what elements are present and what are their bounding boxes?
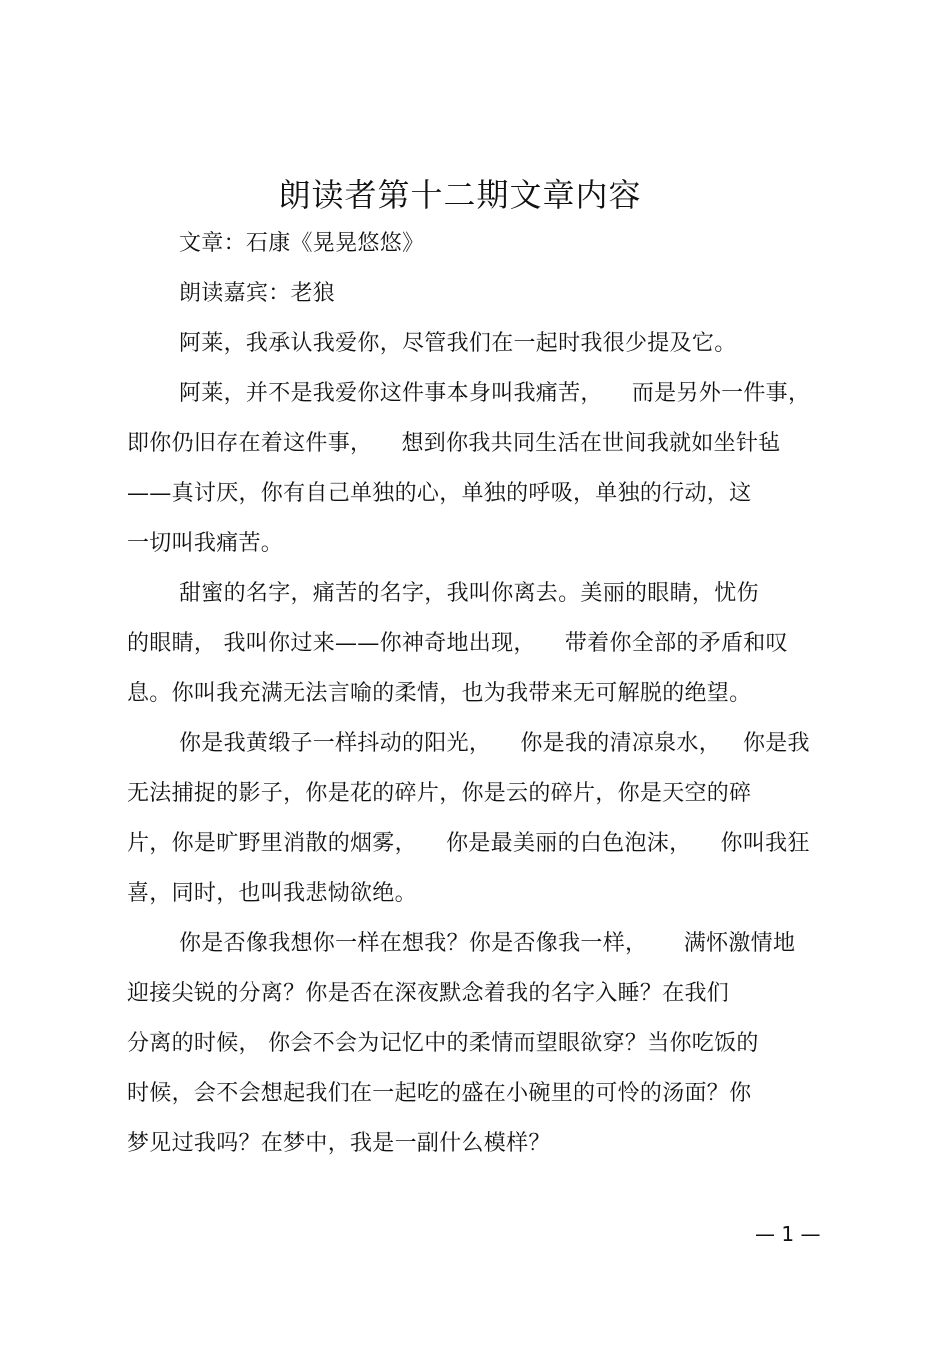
text-line: 甜蜜的名字，痛苦的名字，我叫你离去。美丽的眼睛，忧伤 <box>179 581 759 606</box>
text-line: 的眼睛， 我叫你过来——你神奇地出现， 带着你全部的矛盾和叹 <box>127 631 788 656</box>
text-line: 阿莱，并不是我爱你这件事本身叫我痛苦， 而是另外一件事， <box>179 381 811 406</box>
text-line: ——真讨厌，你有自己单独的心，单独的呼吸，单独的行动，这 <box>127 481 752 506</box>
document-title: 朗读者第十二期文章内容 <box>278 176 642 214</box>
text-line: 无法捕捉的影子，你是花的碎片，你是云的碎片，你是天空的碎 <box>127 781 752 806</box>
text-line: 阿莱，我承认我爱你，尽管我们在一起时我很少提及它。 <box>179 331 737 356</box>
text-line: 时候，会不会想起我们在一起吃的盛在小碗里的可怜的汤面？你 <box>127 1081 752 1106</box>
text-line: 迎接尖锐的分离？你是否在深夜默念着我的名字入睡？在我们 <box>127 981 730 1006</box>
text-line: 朗读嘉宾：老狼 <box>179 281 336 306</box>
text-line: 息。你叫我充满无法言喻的柔情，也为我带来无可解脱的绝望。 <box>127 681 752 706</box>
text-line: 文章：石康《晃晃悠悠》 <box>179 231 425 256</box>
page-number: — 1 — <box>755 1222 821 1246</box>
text-line: 你是否像我想你一样在想我？你是否像我一样， 满怀激情地 <box>179 931 796 956</box>
text-line: 梦见过我吗？在梦中，我是一副什么模样？ <box>127 1131 551 1156</box>
text-line: 你是我黄缎子一样抖动的阳光， 你是我的清凉泉水， 你是我 <box>179 731 810 756</box>
text-line: 一切叫我痛苦。 <box>127 531 284 556</box>
text-line: 分离的时候， 你会不会为记忆中的柔情而望眼欲穿？当你吃饭的 <box>127 1031 759 1056</box>
text-line: 即你仍旧存在着这件事， 想到你我共同生活在世间我就如坐针毡 <box>127 431 781 456</box>
text-line: 喜，同时，也叫我悲恸欲绝。 <box>127 881 417 906</box>
text-line: 片，你是旷野里消散的烟雾， 你是最美丽的白色泡沫， 你叫我狂 <box>127 831 810 856</box>
